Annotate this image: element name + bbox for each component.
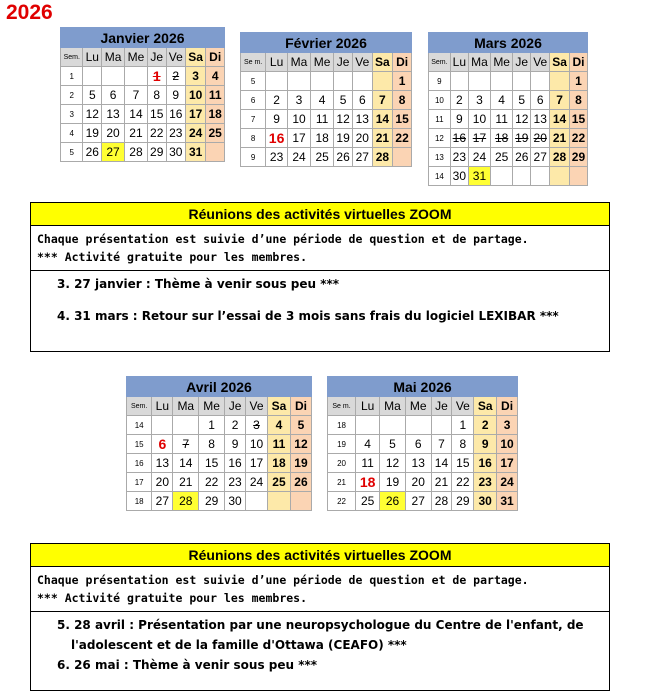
zoom-panel-2 [30, 543, 610, 691]
weekday-header: Sa [185, 48, 205, 67]
day-cell: 23 [450, 148, 468, 167]
day-cell: 14 [431, 454, 452, 473]
day-cell: 25 [491, 148, 513, 167]
day-cell [372, 72, 393, 91]
list-item: 5. 28 avril : Présentation par une neuropsychologue du Centre de l'enfant, de [57, 618, 584, 632]
day-cell: 17 [185, 105, 205, 124]
activity-list [31, 612, 609, 682]
day-cell: 3 [246, 416, 268, 435]
day-cell: 9 [474, 435, 497, 454]
week-number: 16 [127, 454, 152, 473]
day-cell: 3 [287, 91, 310, 110]
day-cell: 27 [152, 492, 173, 511]
day-cell: 2 [225, 416, 246, 435]
day-cell: 4 [206, 67, 225, 86]
weekday-header: Ve [452, 397, 474, 416]
day-cell: 11 [311, 110, 334, 129]
weekday-header: Je [431, 397, 452, 416]
day-cell: 14 [125, 105, 148, 124]
week-number: 8 [241, 129, 266, 148]
day-cell: 19 [290, 454, 311, 473]
weekday-header: Lu [83, 48, 102, 67]
day-cell: 2 [474, 416, 497, 435]
weekday-header: Se m. [328, 397, 356, 416]
weekday-header: Sa [550, 53, 570, 72]
panel-intro [31, 567, 609, 612]
week-number: 5 [61, 143, 83, 162]
day-cell: 24 [287, 148, 310, 167]
day-cell [290, 492, 311, 511]
day-cell: 13 [405, 454, 431, 473]
day-cell: 12 [334, 110, 353, 129]
day-cell [450, 72, 468, 91]
day-cell: 16 [225, 454, 246, 473]
calendar-title: Mai 2026 [328, 377, 518, 397]
week-number: 15 [127, 435, 152, 454]
day-cell: 10 [468, 110, 490, 129]
day-cell: 24 [497, 473, 518, 492]
day-cell: 4 [491, 91, 513, 110]
calendar-mai [327, 376, 518, 511]
day-cell [356, 416, 380, 435]
day-cell: 24 [185, 124, 205, 143]
day-cell: 11 [206, 86, 225, 105]
day-cell: 23 [266, 148, 288, 167]
day-cell [206, 143, 225, 162]
day-cell: 8 [199, 435, 225, 454]
day-cell: 27 [405, 492, 431, 511]
day-cell: 8 [569, 91, 587, 110]
day-cell: 7 [125, 86, 148, 105]
week-number: 19 [328, 435, 356, 454]
calendar-fevrier [240, 32, 412, 167]
day-cell [173, 416, 199, 435]
list-item: 3. 27 janvier : Thème à venir sous peu *** [57, 277, 340, 291]
day-cell: 18 [206, 105, 225, 124]
weekday-header: Sem. [61, 48, 83, 67]
weekday-header: Ve [166, 48, 185, 67]
day-cell: 16 [266, 129, 288, 148]
day-cell: 21 [125, 124, 148, 143]
day-cell: 14 [372, 110, 393, 129]
weekday-header: Je [334, 53, 353, 72]
day-cell: 25 [268, 473, 291, 492]
day-cell: 26 [380, 492, 406, 511]
day-cell: 19 [513, 129, 531, 148]
day-cell: 2 [266, 91, 288, 110]
day-cell: 28 [431, 492, 452, 511]
day-cell: 5 [83, 86, 102, 105]
day-cell: 20 [352, 129, 372, 148]
day-cell: 21 [431, 473, 452, 492]
day-cell [491, 72, 513, 91]
day-cell: 13 [102, 105, 125, 124]
weekday-header: Lu [356, 397, 380, 416]
day-cell: 27 [102, 143, 125, 162]
day-cell [569, 167, 587, 186]
weekday-header: Me [311, 53, 334, 72]
year-title: 2026 [6, 1, 53, 24]
weekday-header: Je [225, 397, 246, 416]
day-cell: 14 [550, 110, 570, 129]
activity-list [31, 271, 609, 345]
week-number: 6 [241, 91, 266, 110]
list-item: 4. 31 mars : Retour sur l’essai de 3 mois sans frais du logiciel LEXIBAR *** [57, 309, 559, 323]
zoom-panel-1 [30, 202, 610, 352]
day-cell: 22 [569, 129, 587, 148]
day-cell: 18 [311, 129, 334, 148]
day-cell: 28 [125, 143, 148, 162]
day-cell [268, 492, 291, 511]
weekday-header: Sa [372, 53, 393, 72]
day-cell: 2 [450, 91, 468, 110]
calendar-mars [428, 32, 588, 186]
day-cell: 9 [266, 110, 288, 129]
day-cell: 1 [569, 72, 587, 91]
week-number: 9 [429, 72, 451, 91]
day-cell [431, 416, 452, 435]
calendar-janvier [60, 27, 225, 162]
day-cell: 5 [290, 416, 311, 435]
panel-intro [31, 226, 609, 271]
day-cell: 1 [452, 416, 474, 435]
day-cell [352, 72, 372, 91]
week-number: 14 [429, 167, 451, 186]
day-cell [405, 416, 431, 435]
day-cell: 4 [268, 416, 291, 435]
calendar-title: Février 2026 [241, 33, 412, 53]
day-cell: 20 [152, 473, 173, 492]
day-cell: 5 [380, 435, 406, 454]
day-cell: 17 [246, 454, 268, 473]
day-cell: 28 [173, 492, 199, 511]
weekday-header: Ma [102, 48, 125, 67]
day-cell: 21 [372, 129, 393, 148]
week-number: 13 [429, 148, 451, 167]
day-cell: 18 [491, 129, 513, 148]
day-cell: 20 [405, 473, 431, 492]
day-cell: 16 [450, 129, 468, 148]
day-cell: 1 [199, 416, 225, 435]
day-cell [311, 72, 334, 91]
day-cell [287, 72, 310, 91]
intro-line: Chaque présentation est suivie d’une période de question et de partage. [37, 573, 529, 587]
day-cell: 30 [225, 492, 246, 511]
day-cell: 13 [531, 110, 550, 129]
weekday-header: Sem. [127, 397, 152, 416]
week-number: 11 [429, 110, 451, 129]
day-cell: 30 [450, 167, 468, 186]
weekday-header: Ma [468, 53, 490, 72]
day-cell [491, 167, 513, 186]
week-number: 22 [328, 492, 356, 511]
day-cell [266, 72, 288, 91]
day-cell [125, 67, 148, 86]
day-cell: 3 [468, 91, 490, 110]
day-cell: 3 [185, 67, 205, 86]
day-cell: 22 [147, 124, 166, 143]
day-cell: 9 [225, 435, 246, 454]
list-item-continued: l'adolescent et de la famille d'Ottawa (CEAFO) *** [71, 638, 407, 652]
weekday-header: Di [206, 48, 225, 67]
day-cell: 11 [268, 435, 291, 454]
day-cell: 21 [173, 473, 199, 492]
day-cell: 30 [166, 143, 185, 162]
day-cell: 22 [452, 473, 474, 492]
day-cell: 10 [246, 435, 268, 454]
day-cell: 23 [166, 124, 185, 143]
day-cell: 13 [152, 454, 173, 473]
weekday-header: Ma [380, 397, 406, 416]
week-number: 14 [127, 416, 152, 435]
day-cell: 17 [497, 454, 518, 473]
weekday-header: Lu [152, 397, 173, 416]
day-cell: 12 [83, 105, 102, 124]
calendar-title: Janvier 2026 [61, 28, 225, 48]
day-cell [102, 67, 125, 86]
day-cell [531, 167, 550, 186]
day-cell: 10 [185, 86, 205, 105]
day-cell: 1 [147, 67, 166, 86]
day-cell: 29 [569, 148, 587, 167]
day-cell: 9 [450, 110, 468, 129]
weekday-header: Se m. [241, 53, 266, 72]
panel-title: Réunions des activités virtuelles ZOOM [31, 203, 609, 226]
day-cell: 24 [246, 473, 268, 492]
weekday-header: Ve [531, 53, 550, 72]
weekday-header: Ma [287, 53, 310, 72]
day-cell: 8 [147, 86, 166, 105]
day-cell: 12 [290, 435, 311, 454]
day-cell: 19 [334, 129, 353, 148]
day-cell [246, 492, 268, 511]
day-cell: 28 [372, 148, 393, 167]
calendar-avril [126, 376, 312, 511]
day-cell: 29 [452, 492, 474, 511]
day-cell [83, 67, 102, 86]
day-cell: 16 [474, 454, 497, 473]
day-cell: 15 [393, 110, 412, 129]
day-cell: 10 [497, 435, 518, 454]
day-cell: 17 [468, 129, 490, 148]
day-cell: 13 [352, 110, 372, 129]
day-cell [468, 72, 490, 91]
day-cell [513, 72, 531, 91]
day-cell: 12 [513, 110, 531, 129]
day-cell: 4 [311, 91, 334, 110]
day-cell: 27 [352, 148, 372, 167]
day-cell: 19 [380, 473, 406, 492]
intro-line: *** Activité gratuite pour les membres. [37, 591, 308, 605]
day-cell: 19 [83, 124, 102, 143]
day-cell: 29 [199, 492, 225, 511]
day-cell: 16 [166, 105, 185, 124]
day-cell: 29 [147, 143, 166, 162]
day-cell: 31 [468, 167, 490, 186]
week-number: 2 [61, 86, 83, 105]
day-cell: 22 [199, 473, 225, 492]
week-number: 5 [241, 72, 266, 91]
day-cell: 17 [287, 129, 310, 148]
day-cell: 6 [352, 91, 372, 110]
day-cell: 15 [147, 105, 166, 124]
week-number: 12 [429, 129, 451, 148]
day-cell: 25 [356, 492, 380, 511]
day-cell: 15 [452, 454, 474, 473]
day-cell: 6 [102, 86, 125, 105]
weekday-header: Di [290, 397, 311, 416]
weekday-header: Di [393, 53, 412, 72]
day-cell [152, 416, 173, 435]
day-cell: 7 [173, 435, 199, 454]
day-cell: 20 [531, 129, 550, 148]
day-cell: 7 [431, 435, 452, 454]
weekday-header: Ve [352, 53, 372, 72]
weekday-header: Di [497, 397, 518, 416]
day-cell: 26 [513, 148, 531, 167]
day-cell: 15 [199, 454, 225, 473]
day-cell: 12 [380, 454, 406, 473]
day-cell: 11 [356, 454, 380, 473]
weekday-header: Lu [450, 53, 468, 72]
weekday-header: Lu [266, 53, 288, 72]
weekday-header: Je [147, 48, 166, 67]
day-cell: 3 [497, 416, 518, 435]
panel-title: Réunions des activités virtuelles ZOOM [31, 544, 609, 567]
weekday-header: Me [125, 48, 148, 67]
day-cell: 18 [356, 473, 380, 492]
day-cell: 25 [311, 148, 334, 167]
weekday-header: Je [513, 53, 531, 72]
day-cell: 5 [513, 91, 531, 110]
day-cell: 21 [550, 129, 570, 148]
day-cell: 31 [185, 143, 205, 162]
day-cell: 10 [287, 110, 310, 129]
day-cell: 27 [531, 148, 550, 167]
week-number: 3 [61, 105, 83, 124]
day-cell: 4 [356, 435, 380, 454]
week-number: 17 [127, 473, 152, 492]
week-number: 7 [241, 110, 266, 129]
day-cell: 6 [152, 435, 173, 454]
day-cell: 2 [166, 67, 185, 86]
day-cell: 7 [550, 91, 570, 110]
day-cell: 7 [372, 91, 393, 110]
day-cell: 5 [334, 91, 353, 110]
day-cell: 15 [569, 110, 587, 129]
day-cell: 14 [173, 454, 199, 473]
weekday-header: Me [405, 397, 431, 416]
day-cell: 1 [393, 72, 412, 91]
day-cell [550, 167, 570, 186]
day-cell: 25 [206, 124, 225, 143]
day-cell: 6 [531, 91, 550, 110]
week-number: 18 [328, 416, 356, 435]
intro-line: *** Activité gratuite pour les membres. [37, 250, 308, 264]
week-number: 1 [61, 67, 83, 86]
day-cell: 8 [452, 435, 474, 454]
day-cell: 11 [491, 110, 513, 129]
weekday-header: Me [491, 53, 513, 72]
weekday-header: Di [569, 53, 587, 72]
weekday-header: Sa [474, 397, 497, 416]
week-number: 21 [328, 473, 356, 492]
day-cell: 26 [334, 148, 353, 167]
day-cell: 8 [393, 91, 412, 110]
day-cell: 22 [393, 129, 412, 148]
week-number: 18 [127, 492, 152, 511]
day-cell: 24 [468, 148, 490, 167]
week-number: 9 [241, 148, 266, 167]
day-cell: 9 [166, 86, 185, 105]
day-cell [334, 72, 353, 91]
day-cell: 23 [474, 473, 497, 492]
day-cell: 26 [83, 143, 102, 162]
day-cell: 6 [405, 435, 431, 454]
day-cell: 30 [474, 492, 497, 511]
day-cell: 28 [550, 148, 570, 167]
day-cell [513, 167, 531, 186]
day-cell: 26 [290, 473, 311, 492]
weekday-header: Ma [173, 397, 199, 416]
calendar-title: Avril 2026 [127, 377, 312, 397]
calendar-title: Mars 2026 [429, 33, 588, 53]
weekday-header: Sa [268, 397, 291, 416]
day-cell [393, 148, 412, 167]
day-cell: 31 [497, 492, 518, 511]
week-number: 4 [61, 124, 83, 143]
week-number: 10 [429, 91, 451, 110]
intro-line: Chaque présentation est suivie d’une période de question et de partage. [37, 232, 529, 246]
day-cell: 20 [102, 124, 125, 143]
weekday-header: Ve [246, 397, 268, 416]
week-number: 20 [328, 454, 356, 473]
list-item: 6. 26 mai : Thème à venir sous peu *** [57, 658, 318, 672]
weekday-header: Me [199, 397, 225, 416]
day-cell [550, 72, 570, 91]
day-cell [531, 72, 550, 91]
weekday-header: Sem. [429, 53, 451, 72]
day-cell [380, 416, 406, 435]
day-cell: 18 [268, 454, 291, 473]
day-cell: 23 [225, 473, 246, 492]
